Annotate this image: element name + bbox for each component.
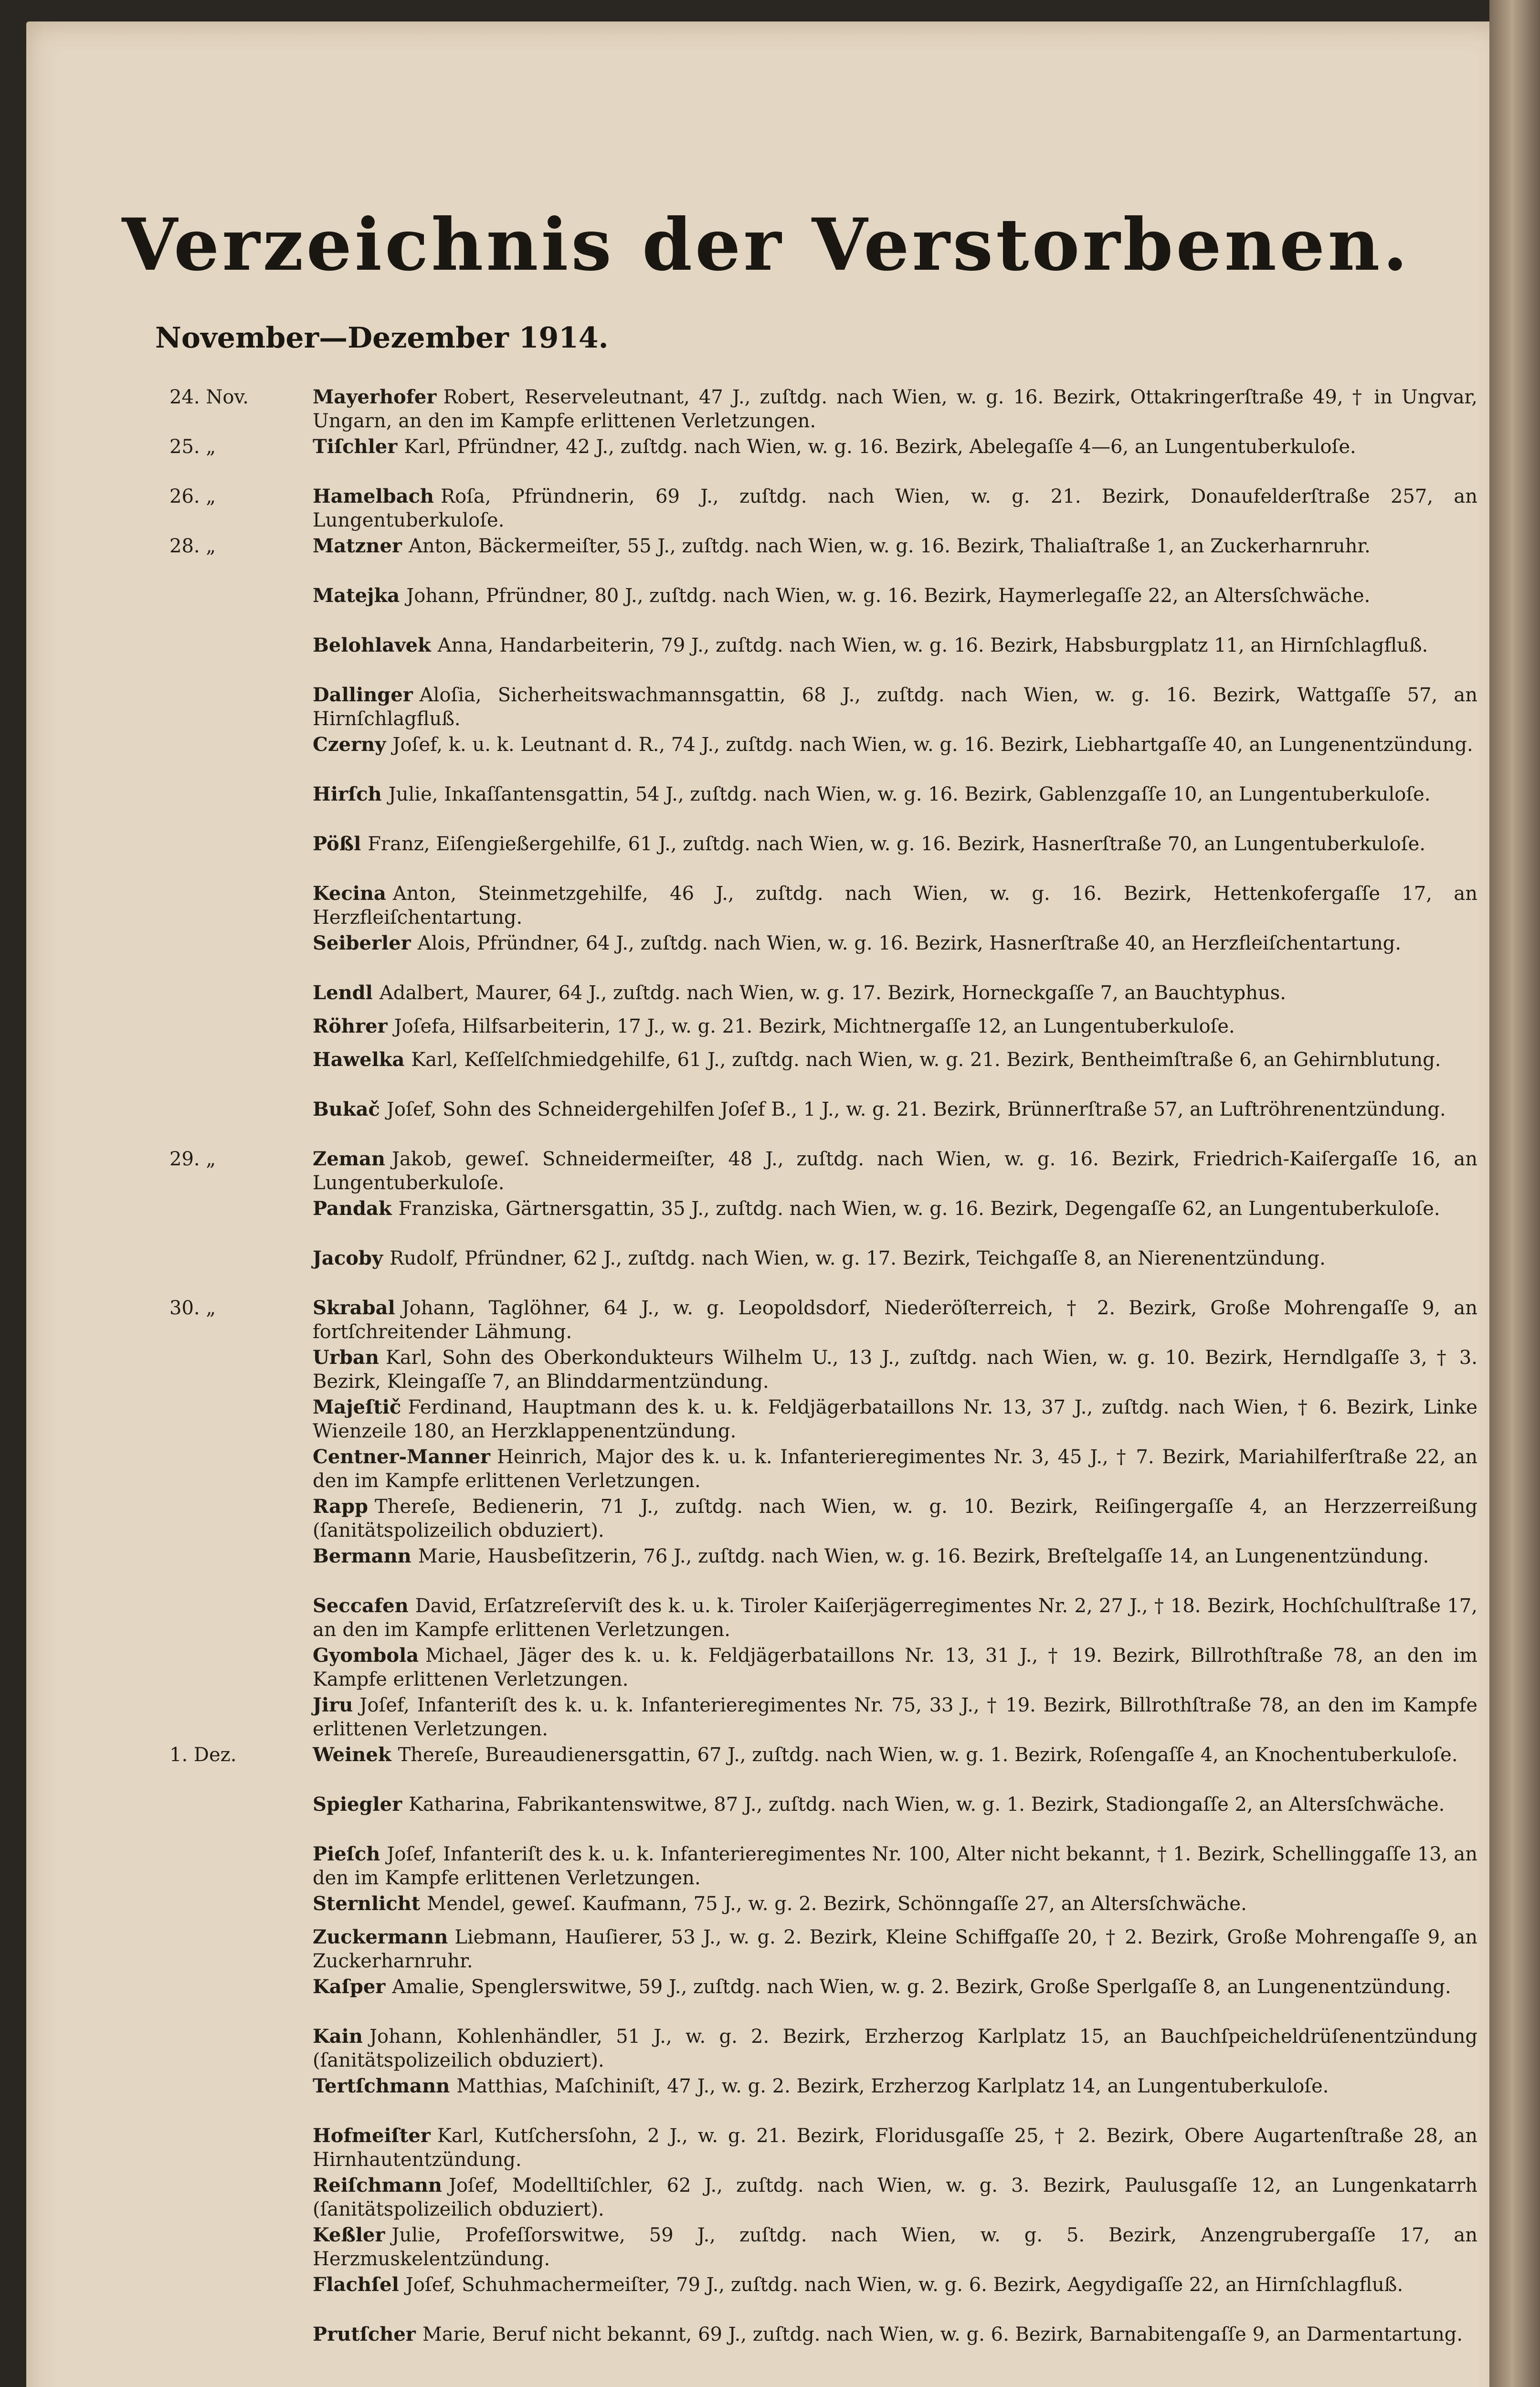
register-entry bbox=[169, 634, 1477, 683]
register-entry bbox=[169, 1793, 1477, 1842]
entry-surname: Tiſchler bbox=[313, 435, 398, 458]
entry-body bbox=[313, 1594, 1477, 1642]
entry-body bbox=[313, 1346, 1477, 1394]
entry-details: Johann, Taglöhner, 64 J., w. g. Leopoldsdorf, Niederöſterreich, † 2. Bezirk, Große Mohrengaſſe 9, an fortſchreitender Lähmung. bbox=[313, 1297, 1477, 1343]
register-entry bbox=[169, 435, 1477, 485]
entry-details: Liebmann, Hauſierer, 53 J., w. g. 2. Bezirk, Kleine Schiffgaſſe 20, † 2. Bezirk, Große Mohrengaſſe 9, an Zuckerharnruhr. bbox=[313, 1926, 1477, 1972]
entry-date: 29. „ bbox=[169, 1148, 216, 1170]
entry-details: Ferdinand, Hauptmann des k. u. k. Feldjägerbataillons Nr. 13, 37 J., zuſtdg. nach Wien, † 6. Bezirk, Linke Wienzeile 180, an Herzklappenentzündung. bbox=[313, 1396, 1477, 1442]
entry-surname: Flachſel bbox=[313, 2273, 399, 2296]
register-entry bbox=[169, 981, 1477, 1014]
entry-body bbox=[313, 2273, 1477, 2297]
entry-details: Aloſia, Sicherheitswachmannsgattin, 68 J., zuſtdg. nach Wien, w. g. 16. Bezirk, Wattgaſſe 57, an Hirnſchlagfluß. bbox=[313, 684, 1477, 730]
entry-details: Anton, Steinmetzgehilfe, 46 J., zuſtdg. nach Wien, w. g. 16. Bezirk, Hettenkofergaſſe 17, an Herzfleiſchentartung. bbox=[313, 883, 1477, 929]
register-entry bbox=[169, 1544, 1477, 1594]
entry-details: Roſa, Pfründnerin, 69 J., zuſtdg. nach Wien, w. g. 21. Bezirk, Donaufelderſtraße 257, an Lungentuberkuloſe. bbox=[313, 486, 1477, 531]
entry-details: Joſef, Infanteriſt des k. u. k. Infanterieregimentes Nr. 75, 33 J., † 19. Bezirk, Billrothſtraße 78, an den im Kampfe erlittenen Verletzungen. bbox=[313, 1694, 1477, 1740]
register-entry bbox=[169, 1445, 1477, 1495]
entry-surname: Lendl bbox=[313, 982, 373, 1004]
entry-surname: Prutſcher bbox=[313, 2323, 416, 2345]
entry-date: 25. „ bbox=[169, 436, 216, 458]
entry-body bbox=[313, 1048, 1477, 1072]
entry-surname: Hawelka bbox=[313, 1048, 405, 1071]
entry-surname: Bermann bbox=[313, 1545, 411, 1567]
entry-body bbox=[313, 2074, 1477, 2098]
entry-surname: Röhrer bbox=[313, 1015, 388, 1037]
entry-body bbox=[313, 485, 1477, 532]
entry-surname: Tertſchmann bbox=[313, 2075, 450, 2097]
entry-details: Joſefa, Hilfsarbeiterin, 17 J., w. g. 21. Bezirk, Michtnergaſſe 12, an Lungentuberkuloſe. bbox=[394, 1015, 1235, 1037]
entry-details: Amalie, Spenglerswitwe, 59 J., zuſtdg. nach Wien, w. g. 2. Bezirk, Große Sperlgaſſe 8, an Lungenentzündung. bbox=[392, 1976, 1451, 1998]
entry-details: Joſef, Schuhmachermeiſter, 79 J., zuſtdg. nach Wien, w. g. 6. Bezirk, Aegydigaſſe 22, an Hirnſchlagfluß. bbox=[405, 2274, 1403, 2296]
entry-body bbox=[313, 782, 1477, 806]
entry-surname: Mayerhofer bbox=[313, 386, 437, 408]
register-entry bbox=[169, 1644, 1477, 1693]
register-entry bbox=[169, 2174, 1477, 2223]
entry-surname: Kecina bbox=[313, 882, 386, 905]
entry-details: Franz, Eiſengießergehilfe, 61 J., zuſtdg. nach Wien, w. g. 16. Bezirk, Hasnerſtraße 70, an Lungentuberkuloſe. bbox=[368, 833, 1426, 855]
register-entry bbox=[169, 1296, 1477, 1346]
entry-details: Alois, Pfründner, 64 J., zuſtdg. nach Wien, w. g. 16. Bezirk, Hasnerſtraße 40, an Herzfleiſchentartung. bbox=[417, 932, 1402, 954]
entry-surname: Hofmeiſter bbox=[313, 2124, 431, 2147]
entry-body bbox=[313, 1793, 1477, 1817]
entry-surname: Kaſper bbox=[313, 1975, 386, 1998]
document-page bbox=[26, 21, 1506, 2387]
entry-surname: Kain bbox=[313, 2025, 363, 2048]
register-entry bbox=[169, 683, 1477, 733]
entry-surname: Pieſch bbox=[313, 1843, 380, 1865]
entry-date: 30. „ bbox=[169, 1297, 216, 1319]
entry-surname: Urban bbox=[313, 1346, 379, 1369]
entry-body bbox=[313, 1098, 1477, 1121]
register-entry bbox=[169, 485, 1477, 534]
entry-body bbox=[313, 1197, 1477, 1221]
entry-surname: Seccafen bbox=[313, 1595, 409, 1617]
entry-body bbox=[313, 634, 1477, 657]
entry-details: Joſef, k. u. k. Leutnant d. R., 74 J., zuſtdg. nach Wien, w. g. 16. Bezirk, Liebhartgaſſe 40, an Lungenentzündung. bbox=[392, 734, 1473, 756]
death-register-list bbox=[169, 385, 1477, 2372]
entry-details: Franziska, Gärtnersgattin, 35 J., zuſtdg. nach Wien, w. g. 16. Bezirk, Degengaſſe 62, an Lungentuberkuloſe. bbox=[398, 1198, 1440, 1220]
register-entry bbox=[169, 2124, 1477, 2174]
page-title: Verzeichnis der Verstorbenen. bbox=[122, 203, 1411, 287]
register-entry bbox=[169, 1246, 1477, 1296]
entry-details: David, Erſatzreſerviſt des k. u. k. Tiroler Kaiſerjägerregimentes Nr. 2, 27 J., † 18. Bezirk, Hochſchulſtraße 17, an den im Kampfe erlittenen Verletzungen. bbox=[313, 1595, 1477, 1641]
entry-details: Anna, Handarbeiterin, 79 J., zuſtdg. nach Wien, w. g. 16. Bezirk, Habsburgplatz 11, an Hirnſchlagfluß. bbox=[437, 634, 1428, 656]
entry-body bbox=[313, 1395, 1477, 1443]
entry-details: Anton, Bäckermeiſter, 55 J., zuſtdg. nach Wien, w. g. 16. Bezirk, Thaliaſtraße 1, an Zuckerharnruhr. bbox=[409, 535, 1371, 557]
entry-body bbox=[313, 1644, 1477, 1691]
entry-details: Robert, Reserveleutnant, 47 J., zuſtdg. nach Wien, w. g. 16. Bezirk, Ottakringerſtraße 49, † in Ungvar, Ungarn, an den im Kampfe erlittenen Verletzungen. bbox=[313, 386, 1477, 432]
entry-body bbox=[313, 981, 1477, 1005]
register-entry bbox=[169, 534, 1477, 584]
register-entry bbox=[169, 1346, 1477, 1395]
register-entry bbox=[169, 584, 1477, 634]
register-entry bbox=[169, 1147, 1477, 1197]
entry-body bbox=[313, 1892, 1477, 1916]
entry-surname: Hirſch bbox=[313, 783, 382, 805]
entry-body bbox=[313, 1975, 1477, 1999]
entry-body bbox=[313, 534, 1477, 558]
register-entry bbox=[169, 782, 1477, 832]
entry-body bbox=[313, 2223, 1477, 2271]
register-entry bbox=[169, 1925, 1477, 1975]
entry-body bbox=[313, 1693, 1477, 1741]
entry-details: Julie, Inkaſſantensgattin, 54 J., zuſtdg. nach Wien, w. g. 16. Bezirk, Gablenzgaſſe 10, an Lungentuberkuloſe. bbox=[388, 783, 1431, 805]
register-entry bbox=[169, 1197, 1477, 1246]
entry-body bbox=[313, 832, 1477, 856]
entry-surname: Skrabal bbox=[313, 1297, 395, 1319]
entry-body bbox=[313, 435, 1477, 459]
entry-body bbox=[313, 1246, 1477, 1270]
entry-surname: Jacoby bbox=[313, 1247, 383, 1269]
entry-details: Rudolf, Pfründner, 62 J., zuſtdg. nach Wien, w. g. 17. Bezirk, Teichgaſſe 8, an Nierenentzündung. bbox=[390, 1247, 1326, 1269]
entry-surname: Spiegler bbox=[313, 1793, 402, 1816]
entry-body bbox=[313, 1842, 1477, 1890]
entry-details: Karl, Kutſchersſohn, 2 J., w. g. 21. Bezirk, Floridusgaſſe 25, † 2. Bezirk, Obere Augartenſtraße 28, an Hirnhautentzündung. bbox=[313, 2125, 1477, 2171]
entry-body bbox=[313, 1445, 1477, 1493]
register-entry bbox=[169, 2074, 1477, 2124]
entry-date: 1. Dez. bbox=[169, 1744, 237, 1766]
entry-date: 26. „ bbox=[169, 486, 216, 507]
period-heading: November—Dezember 1914. bbox=[155, 321, 609, 355]
register-entry bbox=[169, 1495, 1477, 1544]
entry-details: Marie, Hausbeſitzerin, 76 J., zuſtdg. nach Wien, w. g. 16. Bezirk, Breſtelgaſſe 14, an Lungenentzündung. bbox=[418, 1545, 1429, 1567]
book-spine bbox=[1489, 0, 1540, 2387]
entry-body bbox=[313, 683, 1477, 731]
entry-surname: Hamelbach bbox=[313, 485, 434, 507]
register-entry bbox=[169, 882, 1477, 931]
entry-details: Joſef, Modelltiſchler, 62 J., zuſtdg. nach Wien, w. g. 3. Bezirk, Paulusgaſſe 12, an Lungenkatarrh (ſanitätspolizeilich obduziert). bbox=[313, 2175, 1477, 2220]
register-entry bbox=[169, 1892, 1477, 1925]
entry-body bbox=[313, 2124, 1477, 2172]
entry-body bbox=[313, 2174, 1477, 2221]
entry-details: Marie, Beruf nicht bekannt, 69 J., zuſtdg. nach Wien, w. g. 6. Bezirk, Barnabitengaſſe 9, an Darmentartung. bbox=[422, 2324, 1463, 2345]
entry-details: Heinrich, Major des k. u. k. Infanterieregimentes Nr. 3, 45 J., † 7. Bezirk, Mariahilferſtraße 22, an den im Kampfe erlittenen Verletzungen. bbox=[313, 1446, 1477, 1492]
entry-surname: Centner-Manner bbox=[313, 1446, 490, 1468]
register-entry bbox=[169, 832, 1477, 882]
entry-details: Joſef, Infanteriſt des k. u. k. Infanterieregimentes Nr. 100, Alter nicht bekannt, † 1. Bezirk, Schellinggaſſe 13, an den im Kampfe erlittenen Verletzungen. bbox=[313, 1843, 1477, 1889]
register-entry bbox=[169, 733, 1477, 782]
entry-body bbox=[313, 385, 1477, 433]
entry-surname: Bukač bbox=[313, 1098, 380, 1120]
register-entry bbox=[169, 1395, 1477, 1445]
entry-body bbox=[313, 2323, 1477, 2346]
entry-surname: Rapp bbox=[313, 1495, 369, 1518]
entry-details: Thereſe, Bedienerin, 71 J., zuſtdg. nach Wien, w. g. 10. Bezirk, Reiſingergaſſe 4, an Herzzerreißung (ſanitätspolizeilich obduziert). bbox=[313, 1496, 1477, 1542]
entry-surname: Jiru bbox=[313, 1694, 353, 1716]
register-entry bbox=[169, 2223, 1477, 2273]
entry-surname: Seiberler bbox=[313, 932, 411, 954]
entry-surname: Majeſtič bbox=[313, 1396, 401, 1418]
entry-surname: Czerny bbox=[313, 733, 386, 756]
entry-details: Julie, Profeſſorswitwe, 59 J., zuſtdg. nach Wien, w. g. 5. Bezirk, Anzengrubergaſſe 17, an Herzmuskelentzündung. bbox=[313, 2224, 1477, 2270]
entry-surname: Matzner bbox=[313, 535, 402, 557]
entry-body bbox=[313, 931, 1477, 955]
entry-body bbox=[313, 733, 1477, 757]
entry-body bbox=[313, 1495, 1477, 1542]
entry-surname: Weinek bbox=[313, 1743, 391, 1766]
entry-details: Mendel, geweſ. Kaufmann, 75 J., w. g. 2. Bezirk, Schönngaſſe 27, an Altersſchwäche. bbox=[427, 1893, 1247, 1915]
register-entry bbox=[169, 1693, 1477, 1743]
entry-surname: Zuckermann bbox=[313, 1926, 448, 1948]
entry-surname: Pößl bbox=[313, 833, 361, 855]
entry-details: Karl, Pfründner, 42 J., zuſtdg. nach Wien, w. g. 16. Bezirk, Abelegaſſe 4—6, an Lungentuberkuloſe. bbox=[404, 436, 1356, 458]
entry-body bbox=[313, 1925, 1477, 1973]
entry-details: Adalbert, Maurer, 64 J., zuſtdg. nach Wien, w. g. 17. Bezirk, Horneckgaſſe 7, an Bauchtyphus. bbox=[379, 982, 1287, 1004]
entry-body bbox=[313, 1296, 1477, 1344]
entry-details: Johann, Pfründner, 80 J., zuſtdg. nach Wien, w. g. 16. Bezirk, Haymerlegaſſe 22, an Altersſchwäche. bbox=[406, 585, 1371, 607]
entry-details: Joſef, Sohn des Schneidergehilfen Joſef B., 1 J., w. g. 21. Bezirk, Brünnerſtraße 57, an Luftröhrenentzündung. bbox=[386, 1098, 1446, 1120]
entry-surname: Reiſchmann bbox=[313, 2174, 442, 2197]
register-entry bbox=[169, 1842, 1477, 1892]
entry-details: Michael, Jäger des k. u. k. Feldjägerbataillons Nr. 13, 31 J., † 19. Bezirk, Billrothſtraße 78, an den im Kampfe erlittenen Verletzungen. bbox=[313, 1645, 1477, 1690]
entry-date: 24. Nov. bbox=[169, 386, 249, 408]
entry-body bbox=[313, 2025, 1477, 2072]
entry-details: Jakob, geweſ. Schneidermeiſter, 48 J., zuſtdg. nach Wien, w. g. 16. Bezirk, Friedrich-Kaiſergaſſe 16, an Lungentuberkuloſe. bbox=[313, 1148, 1477, 1194]
entry-surname: Dallinger bbox=[313, 684, 413, 706]
entry-surname: Sternlicht bbox=[313, 1892, 421, 1915]
entry-body bbox=[313, 882, 1477, 929]
entry-details: Karl, Sohn des Oberkondukteurs Wilhelm U., 13 J., zuſtdg. nach Wien, w. g. 10. Bezirk, Herndlgaſſe 3, † 3. Bezirk, Kleingaſſe 7, an Blinddarmentzündung. bbox=[313, 1347, 1477, 1393]
entry-details: Matthias, Maſchiniſt, 47 J., w. g. 2. Bezirk, Erzherzog Karlplatz 14, an Lungentuberkuloſe. bbox=[456, 2075, 1329, 2097]
entry-date: 28. „ bbox=[169, 535, 216, 557]
entry-surname: Belohlavek bbox=[313, 634, 431, 656]
register-entry bbox=[169, 2025, 1477, 2074]
entry-details: Katharina, Fabrikantenswitwe, 87 J., zuſtdg. nach Wien, w. g. 1. Bezirk, Stadiongaſſe 2, an Altersſchwäche. bbox=[409, 1794, 1445, 1816]
register-entry bbox=[169, 931, 1477, 981]
register-entry bbox=[169, 2323, 1477, 2372]
entry-body bbox=[313, 1147, 1477, 1195]
entry-details: Johann, Kohlenhändler, 51 J., w. g. 2. Bezirk, Erzherzog Karlplatz 15, an Bauchſpeicheldrüſenentzündung (ſanitätspolizeilich obduziert). bbox=[313, 2026, 1477, 2071]
register-entry bbox=[169, 1594, 1477, 1644]
register-entry bbox=[169, 1975, 1477, 2025]
entry-body bbox=[313, 584, 1477, 608]
entry-body bbox=[313, 1743, 1477, 1767]
entry-surname: Gyombola bbox=[313, 1644, 419, 1667]
entry-surname: Matejka bbox=[313, 584, 400, 607]
entry-surname: Keßler bbox=[313, 2224, 385, 2246]
register-entry bbox=[169, 385, 1477, 435]
register-entry bbox=[169, 2273, 1477, 2323]
entry-body bbox=[313, 1014, 1477, 1038]
entry-details: Karl, Keſſelſchmiedgehilfe, 61 J., zuſtdg. nach Wien, w. g. 21. Bezirk, Bentheimſtraße 6, an Gehirnblutung. bbox=[411, 1049, 1441, 1071]
register-entry bbox=[169, 1014, 1477, 1048]
register-entry bbox=[169, 1048, 1477, 1098]
entry-details: Thereſe, Bureaudienersgattin, 67 J., zuſtdg. nach Wien, w. g. 1. Bezirk, Roſengaſſe 4, an Knochentuberkuloſe. bbox=[398, 1744, 1458, 1766]
register-entry bbox=[169, 1098, 1477, 1147]
entry-surname: Pandak bbox=[313, 1197, 392, 1220]
entry-surname: Zeman bbox=[313, 1148, 385, 1170]
entry-body bbox=[313, 1544, 1477, 1568]
register-entry bbox=[169, 1743, 1477, 1793]
